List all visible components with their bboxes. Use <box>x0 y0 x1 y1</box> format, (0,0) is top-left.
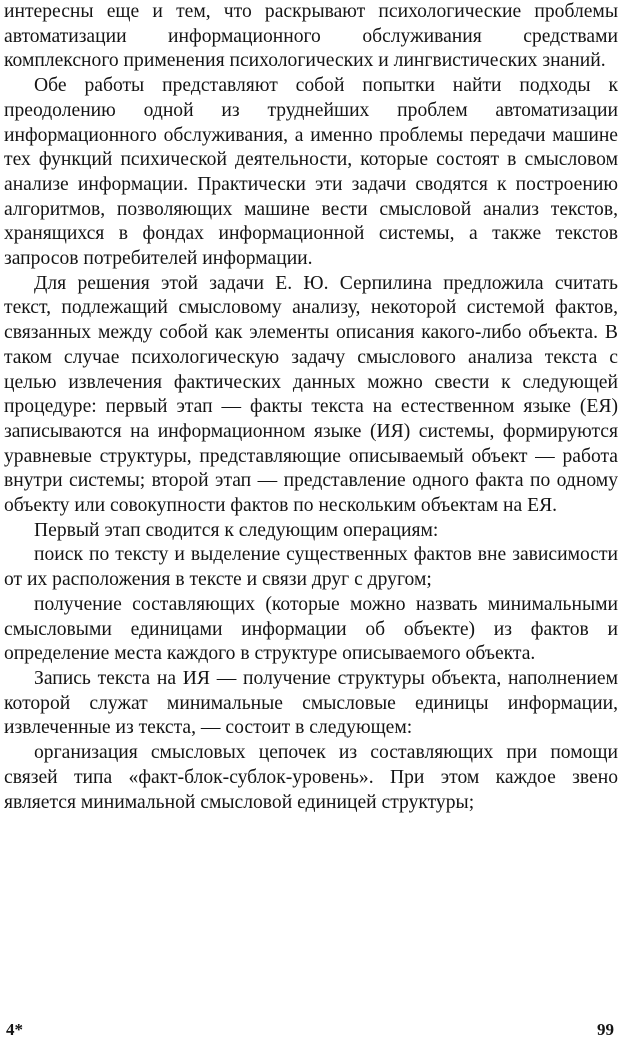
paragraph-8: организация смысловых цепочек из составляющих при помощи связей типа «факт-блок-сублок-уровень». При этом каждое звено является минимальной смысловой единицей структуры; <box>4 742 618 813</box>
page-footer <box>4 1018 618 1040</box>
paragraph-6: получение составляющих (которые можно назвать минимальными смысловыми единицами информации об объекте) из фактов и определение места каждого в структуре описываемого объекта. <box>4 593 618 665</box>
paragraph-1: интересны еще и тем, что раскрывают психологические проблемы автоматизации информационного обслуживания средствами комплексного применения психологических и лингвистических знаний. <box>4 1 618 72</box>
paragraph-5: поиск по тексту и выделение существенных фактов вне зависимости от их расположения в тексте и связи друг с другом; <box>4 544 618 591</box>
paragraph-2: Обе работы представляют собой попытки найти подходы к преодолению одной из труднейших проблем автоматизации информационного обслуживания, а именно проблемы передачи машине тех функций психической деятельности, которые состоят в смысловом анализе информации. Практически эти задачи сводятся к построению алгоритмов, позволяющих машине вести смысловой анализ текстов, хранящихся в фондах информационной системы, а также текстов запросов потребителей информации. <box>4 75 618 270</box>
book-page <box>4 0 620 1047</box>
paragraph-4: Первый этап сводится к следующим операциям: <box>34 519 439 541</box>
paragraph-3: Для решения этой задачи Е. Ю. Серпилина предложила считать текст, подлежащий смысловому анализу, некоторой системой фактов, связанных между собой как элементы описания какого-либо объекта. В таком случае психологическую задачу смыслового анализа текста с целью извлечения фактических данных можно свести к следующей процедуре: первый этап — факты текста на естественном языке (ЕЯ) записываются на информационном языке (ИЯ) системы, формируются уравневые структуры, представляющие описываемый объект — работа внутри системы; второй этап — представление одного факта по одному объекту или совокупности фактов по нескольким объектам на ЕЯ. <box>4 272 618 517</box>
signature-mark: 4* <box>6 1020 23 1039</box>
page-number: 99 <box>597 1020 614 1039</box>
body-text <box>4 0 618 815</box>
paragraph-7: Запись текста на ИЯ — получение структуры объекта, наполнением которой служат минимальные смысловые единицы информации, извлеченные из текста, — состоит в следующем: <box>4 667 618 739</box>
